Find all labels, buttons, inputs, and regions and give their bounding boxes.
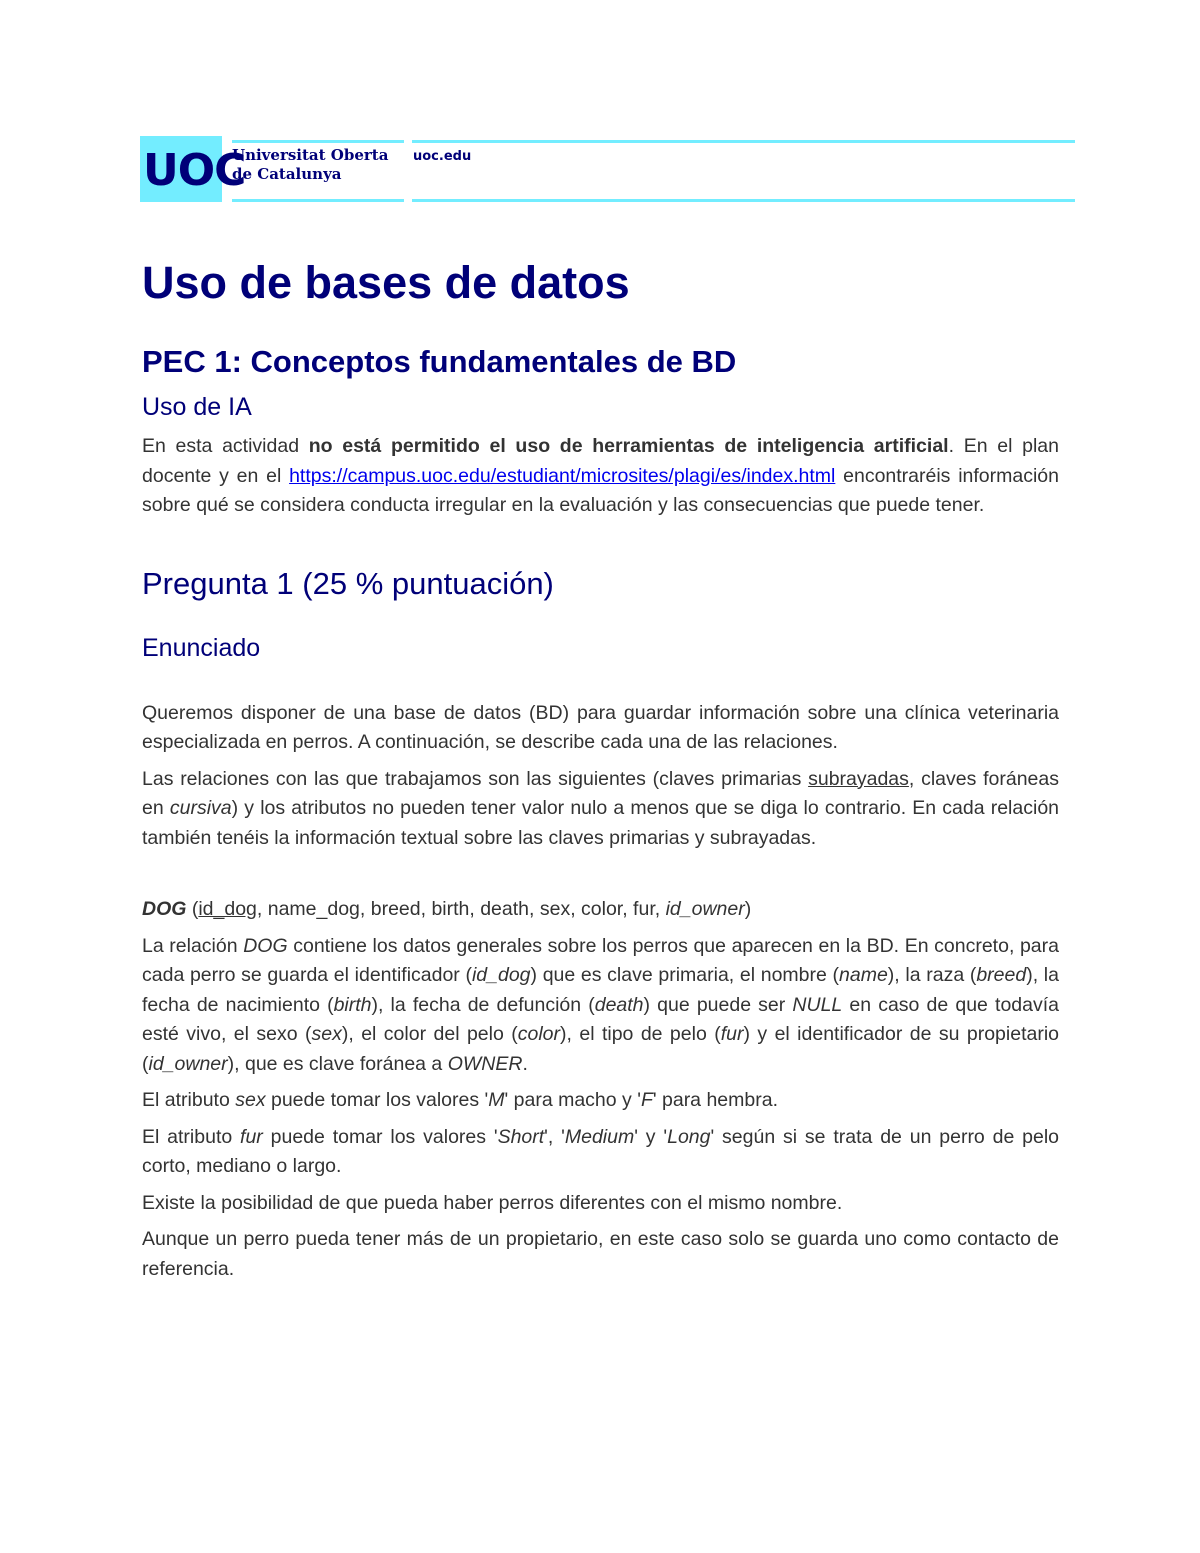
statement-heading: Enunciado (142, 633, 261, 662)
university-name-line1: Universitat Oberta (232, 146, 389, 164)
university-name (232, 146, 388, 184)
ia-heading: Uso de IA (142, 393, 252, 421)
header-rule-bottom-right (412, 199, 1075, 202)
dog-description: La relación DOG contiene los datos generales sobre los perros que aparecen en la BD. En concreto, para cada perro se guarda el identificador (id_dog) que es clave primaria, el nombre (name), la raza (breed), la fecha de nacimiento (birth), la fecha de defunción (death) que puede ser NULL en caso de que todavía esté vivo, el sexo (sex), el color del pelo (color), el tipo de pelo (fur) y el identificador de su propietario (id_owner), que es clave foránea a OWNER. (142, 934, 1060, 1075)
question-title: Pregunta 1 (25 % puntuación) (142, 565, 554, 601)
header-rule-bottom-left (232, 199, 404, 202)
ia-paragraph: En esta actividad no está permitido el uso de herramientas de inteligencia artificial. En el plan docente y en el https://campus.uoc.edu/estudiant/microsites/plagi/es/index.html encontraréis información sobre qué se considera conducta irregular en la evaluación y las consecuencias que puede tener. (142, 435, 1059, 516)
header-rule-top-right (412, 140, 1075, 143)
document-header (140, 136, 1075, 206)
header-rule-top-left (232, 140, 404, 143)
sex-description: El atributo sex puede tomar los valores 'M' para macho y 'F' para hembra. (142, 1089, 778, 1111)
relations-paragraph: Las relaciones con las que trabajamos son las siguientes (claves primarias subrayadas, claves foráneas en cursiva) y los atributos no pueden tener valor nulo a menos que se diga lo contrario. En cada relación también tenéis la información textual sobre las claves primarias y subrayadas. (142, 767, 1060, 849)
owner-paragraph: Aunque un perro pueda tener más de un propietario, en este caso solo se guarda uno como contacto de referencia. (142, 1228, 1059, 1280)
domain-label: uoc.edu (413, 149, 472, 164)
fur-description: El atributo fur puede tomar los valores 'Short', 'Medium' y 'Long' según si se trata de un perro de pelo corto, mediano o largo. (142, 1125, 1060, 1177)
plagiarism-policy-link[interactable]: https://campus.uoc.edu/estudiant/microsites/plagi/es/index.html (289, 464, 836, 487)
university-name-line2: de Catalunya (232, 165, 342, 183)
same-name-paragraph: Existe la posibilidad de que pueda haber perros diferentes con el mismo nombre. (142, 1191, 843, 1214)
uoc-logo-text: UOC (143, 145, 246, 196)
document-subtitle: PEC 1: Conceptos fundamentales de BD (142, 344, 737, 379)
dog-relation-schema: DOG (id_dog, name_dog, breed, birth, death, sex, color, fur, id_owner) (142, 898, 752, 920)
intro-paragraph: Queremos disponer de una base de datos (BD) para guardar información sobre una clínica veterinaria especializada en perros. A continuación, se describe cada una de las relaciones. (142, 701, 1059, 753)
uoc-logo (140, 136, 246, 202)
document-title: Uso de bases de datos (142, 257, 630, 308)
document-body (142, 250, 1059, 1284)
